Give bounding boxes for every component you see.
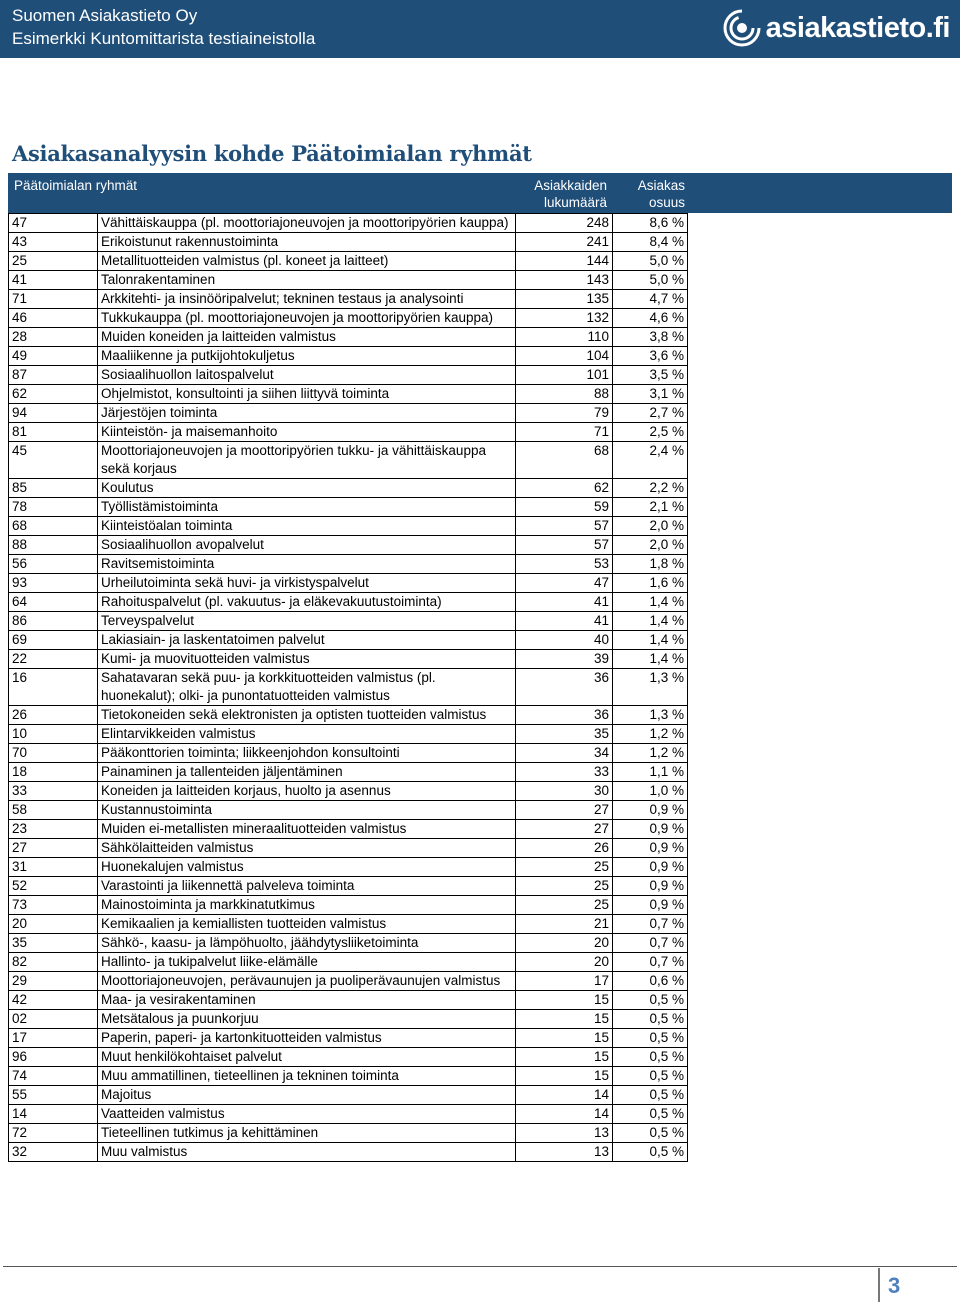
row-name: Sahatavaran sekä puu- ja korkkituotteiden valmistus (pl. huonekalut); olki- ja punontatuotteiden valmistus [98,669,516,706]
header-count-line1: Asiakkaiden [534,178,607,193]
row-count: 35 [516,725,613,744]
row-share: 3,1 % [613,385,688,404]
row-count: 41 [516,593,613,612]
row-share: 1,6 % [613,574,688,593]
row-share: 2,4 % [613,442,688,479]
table-row [9,1067,688,1086]
logo-text: asiakastieto.fi [765,11,950,44]
table-row [9,328,688,347]
row-share: 1,4 % [613,612,688,631]
row-code: 35 [9,934,98,953]
table-row [9,877,688,896]
row-share: 0,7 % [613,915,688,934]
row-name: Lakiasiain- ja laskentatoimen palvelut [98,631,516,650]
row-share: 3,8 % [613,328,688,347]
row-share: 2,0 % [613,536,688,555]
row-name: Pääkonttorien toiminta; liikkeenjohdon konsultointi [98,744,516,763]
row-count: 30 [516,782,613,801]
table-row [9,1105,688,1124]
row-count: 248 [516,214,613,233]
row-count: 79 [516,404,613,423]
row-share: 2,7 % [613,404,688,423]
row-count: 13 [516,1124,613,1143]
row-name: Metsätalous ja puunkorjuu [98,1010,516,1029]
row-share: 4,6 % [613,309,688,328]
industry-table [8,173,952,1162]
row-share: 8,6 % [613,214,688,233]
row-name: Rahoituspalvelut (pl. vakuutus- ja eläkevakuutustoiminta) [98,593,516,612]
row-code: 55 [9,1086,98,1105]
row-share: 0,5 % [613,1086,688,1105]
table-row [9,896,688,915]
row-count: 15 [516,1010,613,1029]
row-name: Moottoriajoneuvojen, perävaunujen ja puoliperävaunujen valmistus [98,972,516,991]
row-code: 71 [9,290,98,309]
row-name: Koneiden ja laitteiden korjaus, huolto ja asennus [98,782,516,801]
row-name: Vähittäiskauppa (pl. moottoriajoneuvojen ja moottoripyörien kauppa) [98,214,516,233]
row-share: 1,2 % [613,744,688,763]
row-name: Huonekalujen valmistus [98,858,516,877]
row-share: 0,9 % [613,896,688,915]
row-count: 144 [516,252,613,271]
row-code: 32 [9,1143,98,1162]
row-code: 41 [9,271,98,290]
table-row [9,1048,688,1067]
row-name: Mainostoiminta ja markkinatutkimus [98,896,516,915]
row-share: 8,4 % [613,233,688,252]
row-share: 2,1 % [613,498,688,517]
row-name: Tukkukauppa (pl. moottoriajoneuvojen ja moottoripyörien kauppa) [98,309,516,328]
row-share: 1,0 % [613,782,688,801]
table-row [9,252,688,271]
row-count: 33 [516,763,613,782]
table-row [9,214,688,233]
row-share: 0,5 % [613,1105,688,1124]
row-share: 1,4 % [613,593,688,612]
row-share: 0,9 % [613,839,688,858]
table-row [9,763,688,782]
row-count: 21 [516,915,613,934]
table-row [9,555,688,574]
row-share: 0,5 % [613,1124,688,1143]
row-count: 53 [516,555,613,574]
table-row [9,574,688,593]
row-share: 5,0 % [613,271,688,290]
row-name: Kumi- ja muovituotteiden valmistus [98,650,516,669]
table-row [9,650,688,669]
row-code: 02 [9,1010,98,1029]
table-row [9,631,688,650]
page-title: Asiakasanalyysin kohde Päätoimialan ryhmät [12,141,532,166]
table-header [8,173,952,213]
row-share: 1,4 % [613,650,688,669]
page-number-bar [878,1268,880,1302]
row-share: 2,2 % [613,479,688,498]
row-name: Tieteellinen tutkimus ja kehittäminen [98,1124,516,1143]
logo-icon [722,8,762,48]
row-name: Sähkö-, kaasu- ja lämpöhuolto, jäähdytysliiketoiminta [98,934,516,953]
row-count: 143 [516,271,613,290]
row-count: 41 [516,612,613,631]
row-share: 1,4 % [613,631,688,650]
row-count: 104 [516,347,613,366]
table-row [9,233,688,252]
row-name: Ohjelmistot, konsultointi ja siihen liittyvä toiminta [98,385,516,404]
table-row [9,536,688,555]
row-code: 46 [9,309,98,328]
row-name: Hallinto- ja tukipalvelut liike-elämälle [98,953,516,972]
row-code: 86 [9,612,98,631]
table-row [9,1143,688,1162]
row-name: Tietokoneiden sekä elektronisten ja optisten tuotteiden valmistus [98,706,516,725]
row-code: 43 [9,233,98,252]
row-count: 101 [516,366,613,385]
row-count: 36 [516,706,613,725]
row-name: Ravitsemistoiminta [98,555,516,574]
row-name: Elintarvikkeiden valmistus [98,725,516,744]
row-count: 57 [516,536,613,555]
row-name: Koulutus [98,479,516,498]
row-share: 0,5 % [613,1143,688,1162]
row-share: 4,7 % [613,290,688,309]
table-row [9,934,688,953]
page-header [0,0,960,58]
table-row [9,593,688,612]
row-code: 20 [9,915,98,934]
row-name: Sähkölaitteiden valmistus [98,839,516,858]
row-code: 70 [9,744,98,763]
row-count: 17 [516,972,613,991]
row-count: 62 [516,479,613,498]
row-share: 0,7 % [613,934,688,953]
row-code: 14 [9,1105,98,1124]
row-code: 74 [9,1067,98,1086]
row-name: Sosiaalihuollon laitospalvelut [98,366,516,385]
row-count: 34 [516,744,613,763]
row-code: 33 [9,782,98,801]
row-share: 0,5 % [613,1029,688,1048]
table-row [9,442,688,479]
row-name: Kemikaalien ja kemiallisten tuotteiden valmistus [98,915,516,934]
row-code: 93 [9,574,98,593]
table-row [9,858,688,877]
row-name: Muiden koneiden ja laitteiden valmistus [98,328,516,347]
row-count: 59 [516,498,613,517]
row-count: 71 [516,423,613,442]
row-code: 49 [9,347,98,366]
table-body [8,213,688,1162]
row-count: 25 [516,896,613,915]
row-code: 73 [9,896,98,915]
row-code: 31 [9,858,98,877]
row-share: 1,3 % [613,669,688,706]
row-code: 28 [9,328,98,347]
row-count: 57 [516,517,613,536]
row-name: Varastointi ja liikennettä palveleva toiminta [98,877,516,896]
row-count: 26 [516,839,613,858]
table-row [9,706,688,725]
row-count: 241 [516,233,613,252]
row-code: 10 [9,725,98,744]
row-name: Maaliikenne ja putkijohtokuljetus [98,347,516,366]
row-name: Muu valmistus [98,1143,516,1162]
row-code: 58 [9,801,98,820]
table-row [9,669,688,706]
row-code: 85 [9,479,98,498]
table-row [9,839,688,858]
asiakastieto-logo [722,4,950,52]
header-share-line2: osuus [648,195,685,210]
table-row [9,953,688,972]
row-code: 23 [9,820,98,839]
header-count-line2: lukumäärä [543,195,607,210]
row-count: 25 [516,877,613,896]
row-code: 16 [9,669,98,706]
row-name: Talonrakentaminen [98,271,516,290]
header-share-line1: Asiakas [637,178,685,193]
row-name: Arkkitehti- ja insinööripalvelut; tekninen testaus ja analysointi [98,290,516,309]
row-share: 1,3 % [613,706,688,725]
row-share: 0,5 % [613,991,688,1010]
row-count: 40 [516,631,613,650]
row-code: 42 [9,991,98,1010]
row-code: 94 [9,404,98,423]
row-share: 0,5 % [613,1048,688,1067]
row-count: 110 [516,328,613,347]
row-share: 0,9 % [613,801,688,820]
row-share: 0,5 % [613,1010,688,1029]
row-count: 13 [516,1143,613,1162]
row-count: 20 [516,934,613,953]
row-share: 1,8 % [613,555,688,574]
row-name: Majoitus [98,1086,516,1105]
row-name: Työllistämistoiminta [98,498,516,517]
row-share: 0,9 % [613,858,688,877]
row-count: 36 [516,669,613,706]
report-subtitle: Esimerkki Kuntomittarista testiaineistolla [12,29,316,48]
table-row [9,1029,688,1048]
row-name: Kiinteistön- ja maisemanhoito [98,423,516,442]
row-count: 88 [516,385,613,404]
row-name: Kiinteistöalan toiminta [98,517,516,536]
page-number: 3 [888,1273,901,1298]
row-share: 0,9 % [613,877,688,896]
row-count: 27 [516,801,613,820]
table-row [9,725,688,744]
header-groups: Päätoimialan ryhmät [14,178,138,193]
table-row [9,498,688,517]
table-row [9,1010,688,1029]
row-code: 18 [9,763,98,782]
table-row [9,612,688,631]
row-share: 2,5 % [613,423,688,442]
header-count [517,177,607,211]
row-code: 45 [9,442,98,479]
row-count: 135 [516,290,613,309]
table-row [9,915,688,934]
row-code: 47 [9,214,98,233]
row-code: 62 [9,385,98,404]
row-code: 56 [9,555,98,574]
row-name: Urheilutoiminta sekä huvi- ja virkistyspalvelut [98,574,516,593]
row-code: 52 [9,877,98,896]
row-code: 81 [9,423,98,442]
row-share: 0,6 % [613,972,688,991]
row-name: Painaminen ja tallenteiden jäljentäminen [98,763,516,782]
row-count: 15 [516,991,613,1010]
row-name: Järjestöjen toiminta [98,404,516,423]
table-row [9,309,688,328]
row-count: 68 [516,442,613,479]
table-row [9,271,688,290]
row-count: 14 [516,1086,613,1105]
row-name: Metallituotteiden valmistus (pl. koneet ja laitteet) [98,252,516,271]
table-row [9,744,688,763]
table-row [9,385,688,404]
row-code: 25 [9,252,98,271]
row-code: 29 [9,972,98,991]
row-count: 20 [516,953,613,972]
table-row [9,347,688,366]
row-count: 27 [516,820,613,839]
row-code: 82 [9,953,98,972]
row-share: 0,5 % [613,1067,688,1086]
row-share: 3,5 % [613,366,688,385]
row-code: 17 [9,1029,98,1048]
row-code: 69 [9,631,98,650]
row-name: Moottoriajoneuvojen ja moottoripyörien tukku- ja vähittäiskauppa sekä korjaus [98,442,516,479]
row-code: 88 [9,536,98,555]
table-row [9,404,688,423]
row-name: Kustannustoiminta [98,801,516,820]
row-count: 47 [516,574,613,593]
row-code: 96 [9,1048,98,1067]
table-row [9,782,688,801]
row-count: 15 [516,1067,613,1086]
row-code: 27 [9,839,98,858]
table-row [9,820,688,839]
table-row [9,972,688,991]
row-name: Muiden ei-metallisten mineraalituotteiden valmistus [98,820,516,839]
table-row [9,479,688,498]
row-share: 2,0 % [613,517,688,536]
row-code: 64 [9,593,98,612]
row-count: 15 [516,1048,613,1067]
table-row [9,991,688,1010]
row-code: 22 [9,650,98,669]
row-name: Muu ammatillinen, tieteellinen ja tekninen toiminta [98,1067,516,1086]
row-code: 72 [9,1124,98,1143]
table-row [9,801,688,820]
row-share: 3,6 % [613,347,688,366]
footer-divider [3,1266,957,1267]
table-row [9,423,688,442]
row-name: Muut henkilökohtaiset palvelut [98,1048,516,1067]
row-share: 1,1 % [613,763,688,782]
table-row [9,366,688,385]
row-code: 26 [9,706,98,725]
row-name: Terveyspalvelut [98,612,516,631]
row-share: 5,0 % [613,252,688,271]
row-count: 132 [516,309,613,328]
row-name: Vaatteiden valmistus [98,1105,516,1124]
row-name: Paperin, paperi- ja kartonkituotteiden valmistus [98,1029,516,1048]
row-code: 87 [9,366,98,385]
table-row [9,517,688,536]
row-name: Erikoistunut rakennustoiminta [98,233,516,252]
row-share: 0,7 % [613,953,688,972]
table-row [9,1124,688,1143]
row-count: 25 [516,858,613,877]
row-count: 39 [516,650,613,669]
company-name: Suomen Asiakastieto Oy [12,6,198,25]
row-name: Sosiaalihuollon avopalvelut [98,536,516,555]
table-row [9,1086,688,1105]
header-share [617,177,685,211]
row-name: Maa- ja vesirakentaminen [98,991,516,1010]
row-count: 14 [516,1105,613,1124]
table-row [9,290,688,309]
row-share: 1,2 % [613,725,688,744]
row-share: 0,9 % [613,820,688,839]
row-count: 15 [516,1029,613,1048]
row-code: 68 [9,517,98,536]
row-code: 78 [9,498,98,517]
